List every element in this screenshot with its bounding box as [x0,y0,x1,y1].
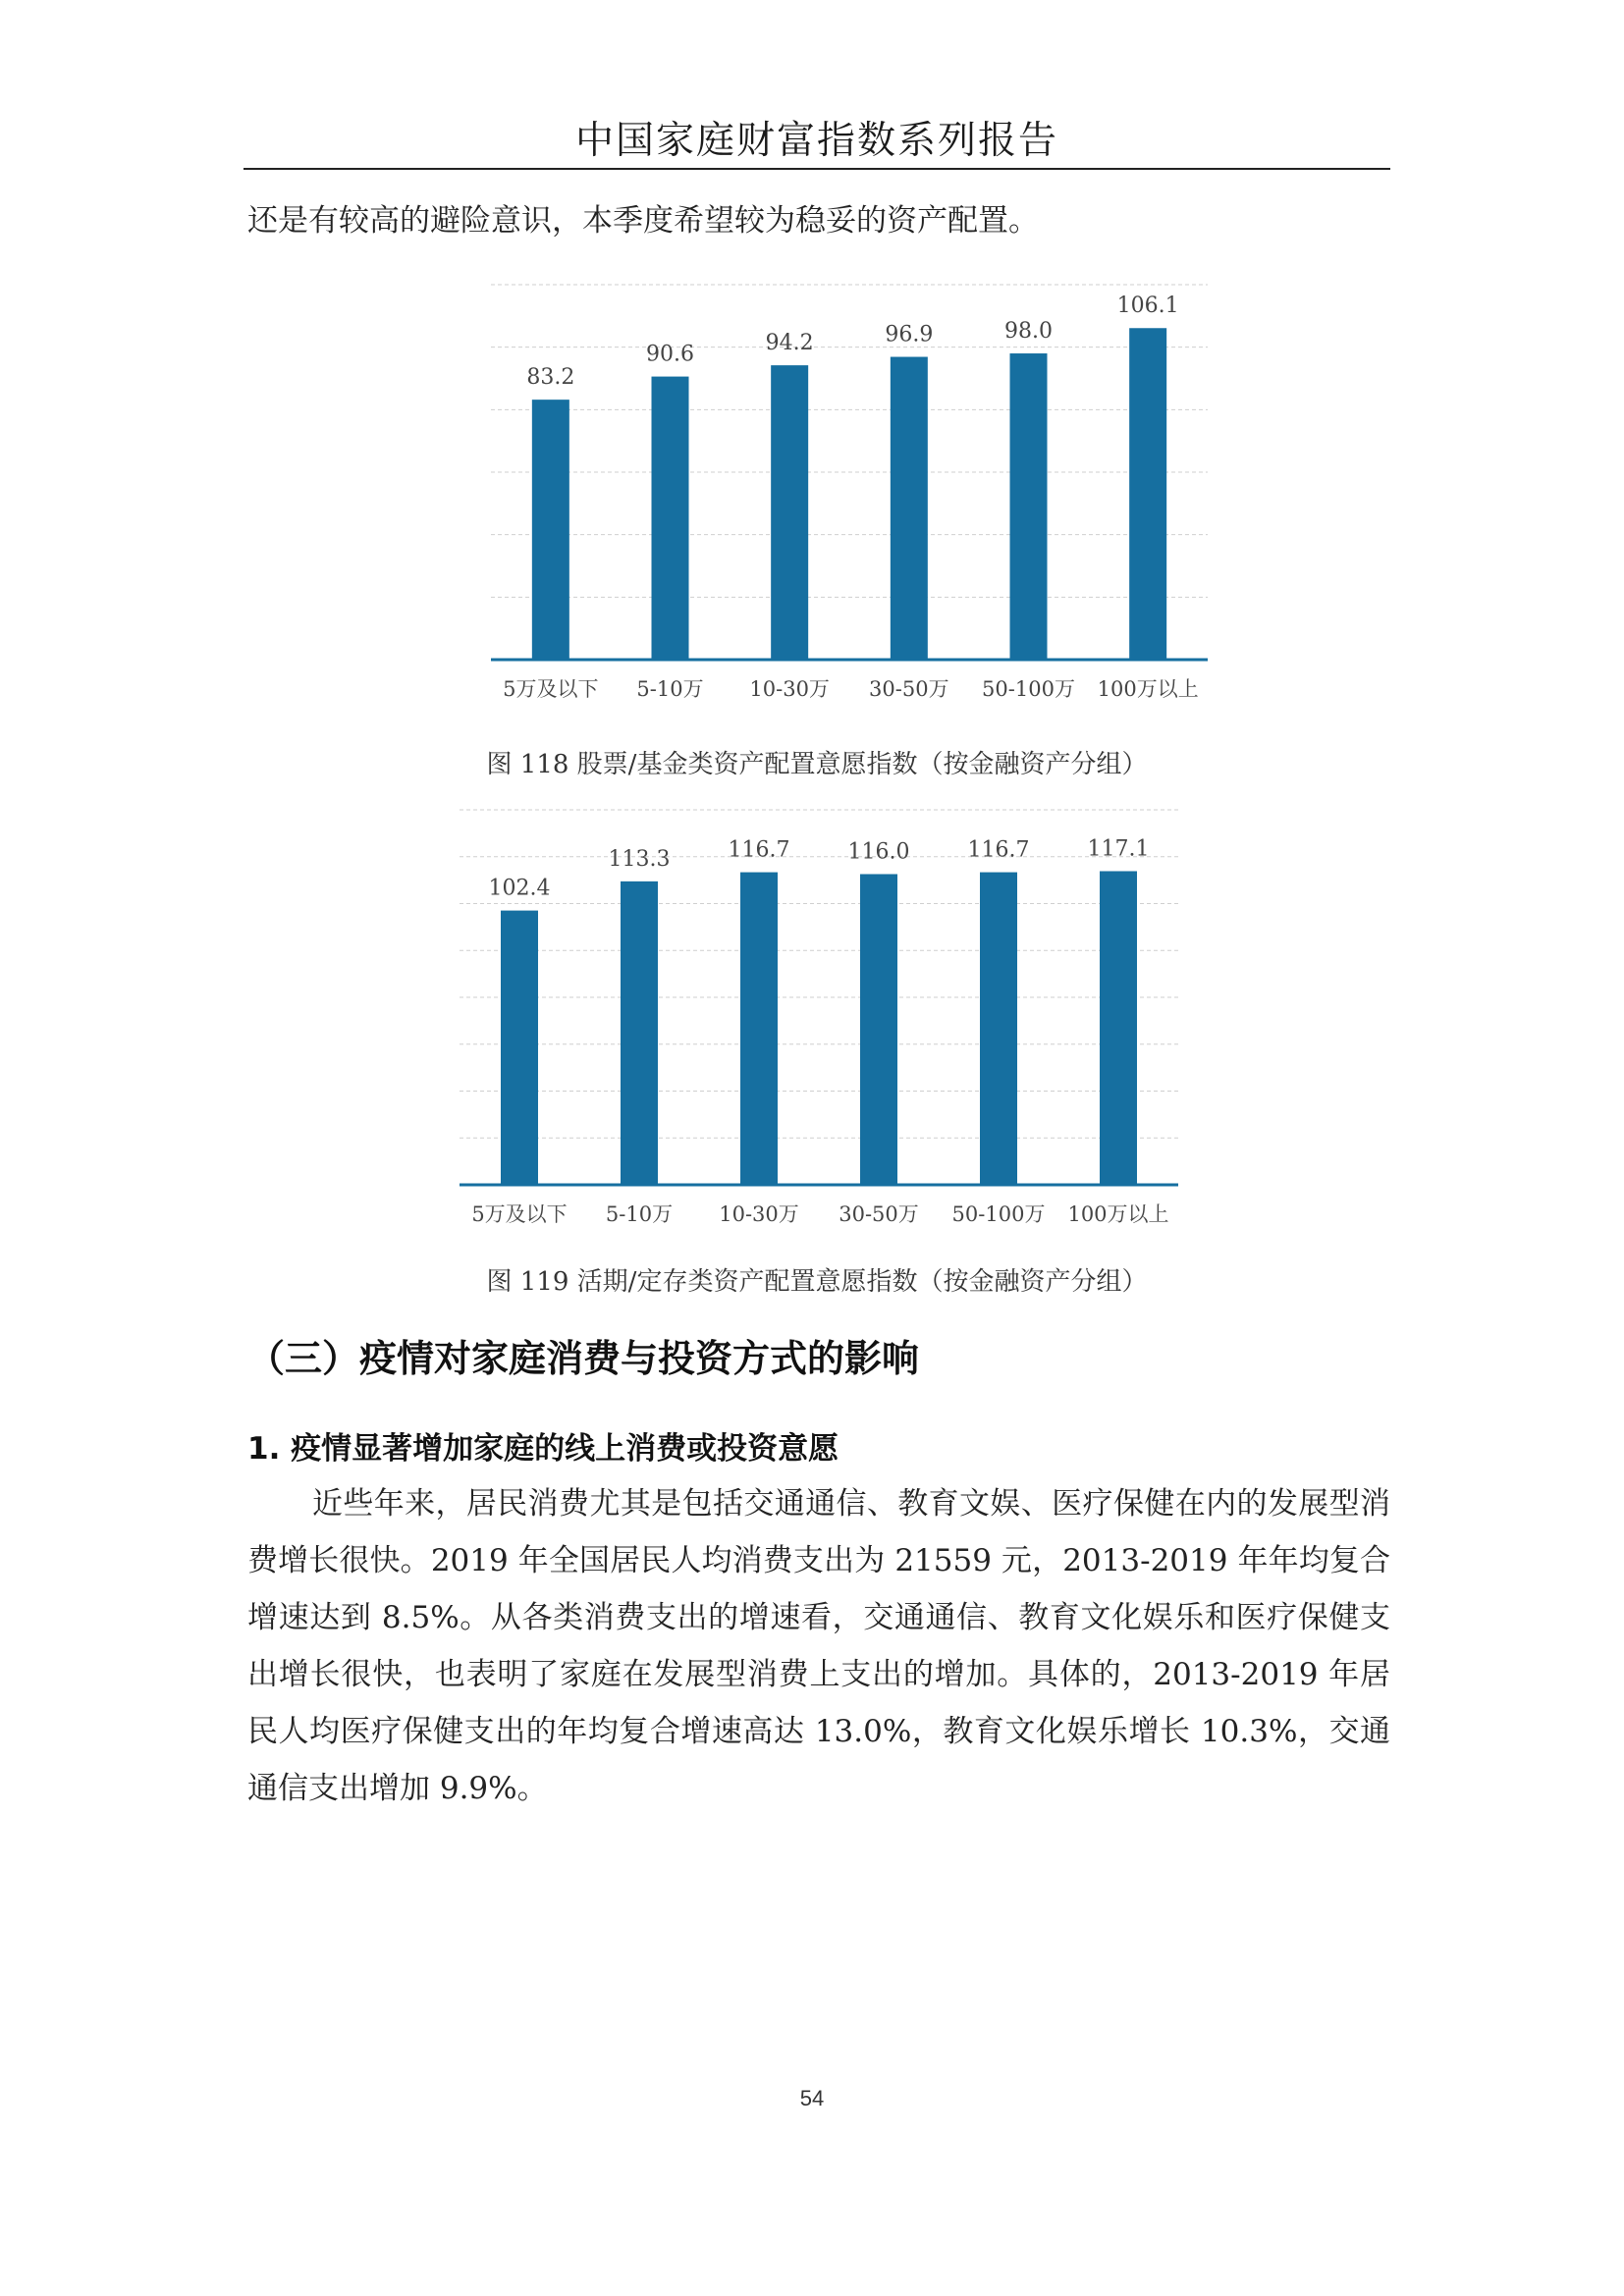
figure-119-caption: 图 119 活期/定存类资产配置意愿指数（按金融资产分组） [486,1267,1148,1297]
bar [1129,328,1166,660]
category-tick-label: 5万及以下 [503,677,599,701]
bar [860,874,897,1185]
bar [501,911,538,1185]
category-tick-label: 5-10万 [636,677,704,701]
category-tick-label: 30-50万 [839,1202,919,1226]
bar [1100,871,1137,1185]
bar-value-label: 116.7 [728,837,790,863]
category-tick-label: 10-30万 [749,677,830,701]
chart-119-svg [432,800,1237,1242]
bar [652,377,689,660]
bar [1010,353,1048,660]
bar-value-label: 106.1 [1116,294,1179,319]
category-tick-label: 10-30万 [719,1202,799,1226]
bar-value-label: 90.6 [646,342,694,367]
category-tick-label: 5-10万 [605,1202,674,1226]
chart-118-svg [432,275,1237,717]
header-divider [244,168,1390,170]
subsection-heading: 1. 疫情显著增加家庭的线上消费或投资意愿 [247,1431,839,1467]
bar-value-label: 102.4 [488,876,551,901]
bar [621,881,658,1185]
bar [980,873,1017,1185]
intro-paragraph: 还是有较高的避险意识，本季度希望较为稳妥的资产配置。 [247,203,1039,239]
bar-value-label: 113.3 [608,846,671,872]
chart-119 [432,800,1237,1242]
section-heading: （三）疫情对家庭消费与投资方式的影响 [247,1337,920,1380]
bar [891,357,928,660]
bar [532,400,569,660]
category-tick-label: 5万及以下 [471,1202,568,1226]
category-tick-label: 50-100万 [982,677,1075,701]
category-tick-label: 30-50万 [869,677,949,701]
bar-value-label: 96.9 [885,322,934,347]
figure-118-caption: 图 118 股票/基金类资产配置意愿指数（按金融资产分组） [486,750,1148,779]
category-tick-label: 100万以上 [1097,677,1199,701]
page-header-title: 中国家庭财富指数系列报告 [574,119,1058,163]
page-number: 54 [799,2086,825,2110]
bar-value-label: 116.0 [847,839,910,865]
bar [740,873,778,1185]
bar-value-label: 98.0 [1004,319,1053,345]
bar-value-label: 94.2 [765,331,814,356]
category-tick-label: 100万以上 [1067,1202,1169,1226]
chart-118 [432,275,1237,717]
bar-value-label: 116.7 [967,837,1030,863]
bar-value-label: 117.1 [1087,836,1150,862]
category-tick-label: 50-100万 [951,1202,1046,1226]
bar [771,365,808,660]
bar-value-label: 83.2 [526,365,575,391]
body-paragraph: 近些年来，居民消费尤其是包括交通通信、教育文娱、医疗保健在内的发展型消费增长很快。2019 年全国居民人均消费支出为 21559 元，2013-2019 年年均复合增速达到 8.5%。从各类消费支出的增速看，交通通信、教育文化娱乐和医疗保健支出增长很快，也表明了家庭在发展型消费上支出的增加。具体的，2013-2019 年居民人均医疗保健支出的年均复合增速高达 13.0%，教育文化娱乐增长 10.3%，交通通信支出增加 9.9%。 [247,1486,1390,1806]
